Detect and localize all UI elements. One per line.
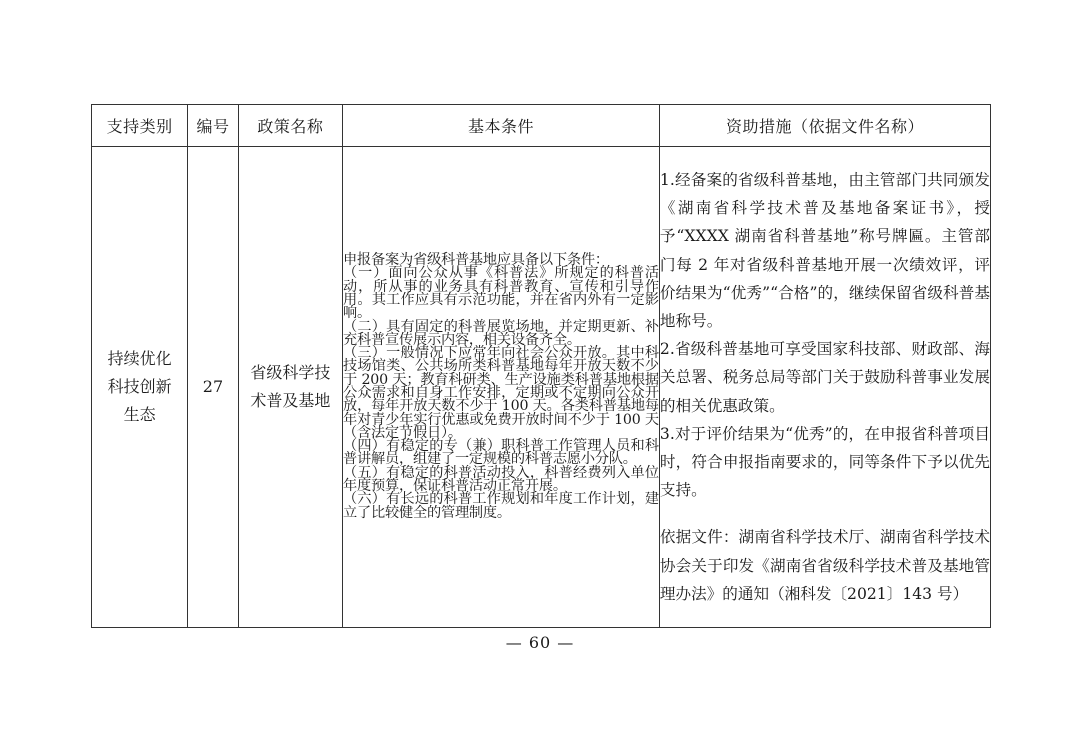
basic-conditions-cell <box>343 147 660 628</box>
funding-measures-cell <box>659 147 990 628</box>
policy-name-cell <box>238 147 342 628</box>
header-category: 支持类别 <box>92 105 188 147</box>
condition-item-2: （二）具有固定的科普展览场地，并定期更新、补充科普宣传展示内容，相关设备齐全。 <box>343 318 659 348</box>
table-header-row <box>92 105 991 147</box>
page-number: — 60 — <box>505 633 575 652</box>
header-conditions: 基本条件 <box>343 105 660 147</box>
condition-item-5: （五）有稳定的科普活动投入，科普经费列入单位年度预算，保证科普活动正常开展。 <box>343 464 659 495</box>
basis-document: 依据文件：湖南省科学技术厅、湖南省科学技术协会关于印发《湖南省省级科学技术普及基地管理办法》的通知（湘科发〔2021〕143 号） <box>659 528 990 603</box>
header-policy-name: 政策名称 <box>238 105 342 147</box>
policy-name-line: 术普及基地 <box>250 391 331 410</box>
category-line: 科技创新 <box>107 377 172 396</box>
measure-item-3: 3.对于评价结果为“优秀”的，在申报省科普项目时，符合申报指南要求的，同等条件下予以优先支持。 <box>659 424 990 500</box>
header-number: 编号 <box>188 105 239 147</box>
condition-item-4: （四）有稳定的专（兼）职科普工作管理人员和科普讲解员，组建了一定规模的科普志愿小分队。 <box>343 438 659 468</box>
condition-intro: 申报备案为省级科普基地应具备以下条件： <box>343 252 609 269</box>
condition-item-6: （六）有长远的科普工作规划和年度工作计划，建立了比较健全的管理制度。 <box>343 491 659 521</box>
measure-item-1: 1.经备案的省级科普基地，由主管部门共同颁发《湖南省科学技术普及基地备案证书》，授予“XXXX 湖南省科普基地”称号牌匾。主管部门每 2 年对省级科普基地开展一次绩效评，评价结果为“优秀”“合格”的，继续保留省级科普基地称号。 <box>659 170 990 330</box>
table-row <box>92 147 991 628</box>
condition-item-3: （三）一般情况下应常年向社会公众开放。其中科技场馆类、公共场所类科普基地每年开放天数不少于 200 天；教育科研类、生产设施类科普基地根据公众需求和自身工作安排，定期或不定期向公众开放，每年开放天数不少于 100 天。各类科普基地每年对青少年实行优惠或免费开放时间不少于 100 天（含法定节假日）。 <box>343 345 659 441</box>
header-measures: 资助措施（依据文件名称） <box>659 105 990 147</box>
measure-item-2: 2.省级科普基地可享受国家科技部、财政部、海关总署、税务总局等部门关于鼓励科普事业发展的相关优惠政策。 <box>659 340 990 415</box>
number-cell: 27 <box>188 147 239 628</box>
category-line: 生态 <box>123 405 156 424</box>
policy-name-line: 省级科学技 <box>250 363 331 382</box>
condition-item-1: （一）面向公众从事《科普法》所规定的科普活动，所从事的业务具有科普教育、宣传和引导作用。其工作应具有示范功能，并在省内外有一定影响。 <box>343 265 659 322</box>
support-category-cell <box>92 147 188 628</box>
category-line: 持续优化 <box>107 349 172 368</box>
policy-table <box>91 104 991 628</box>
